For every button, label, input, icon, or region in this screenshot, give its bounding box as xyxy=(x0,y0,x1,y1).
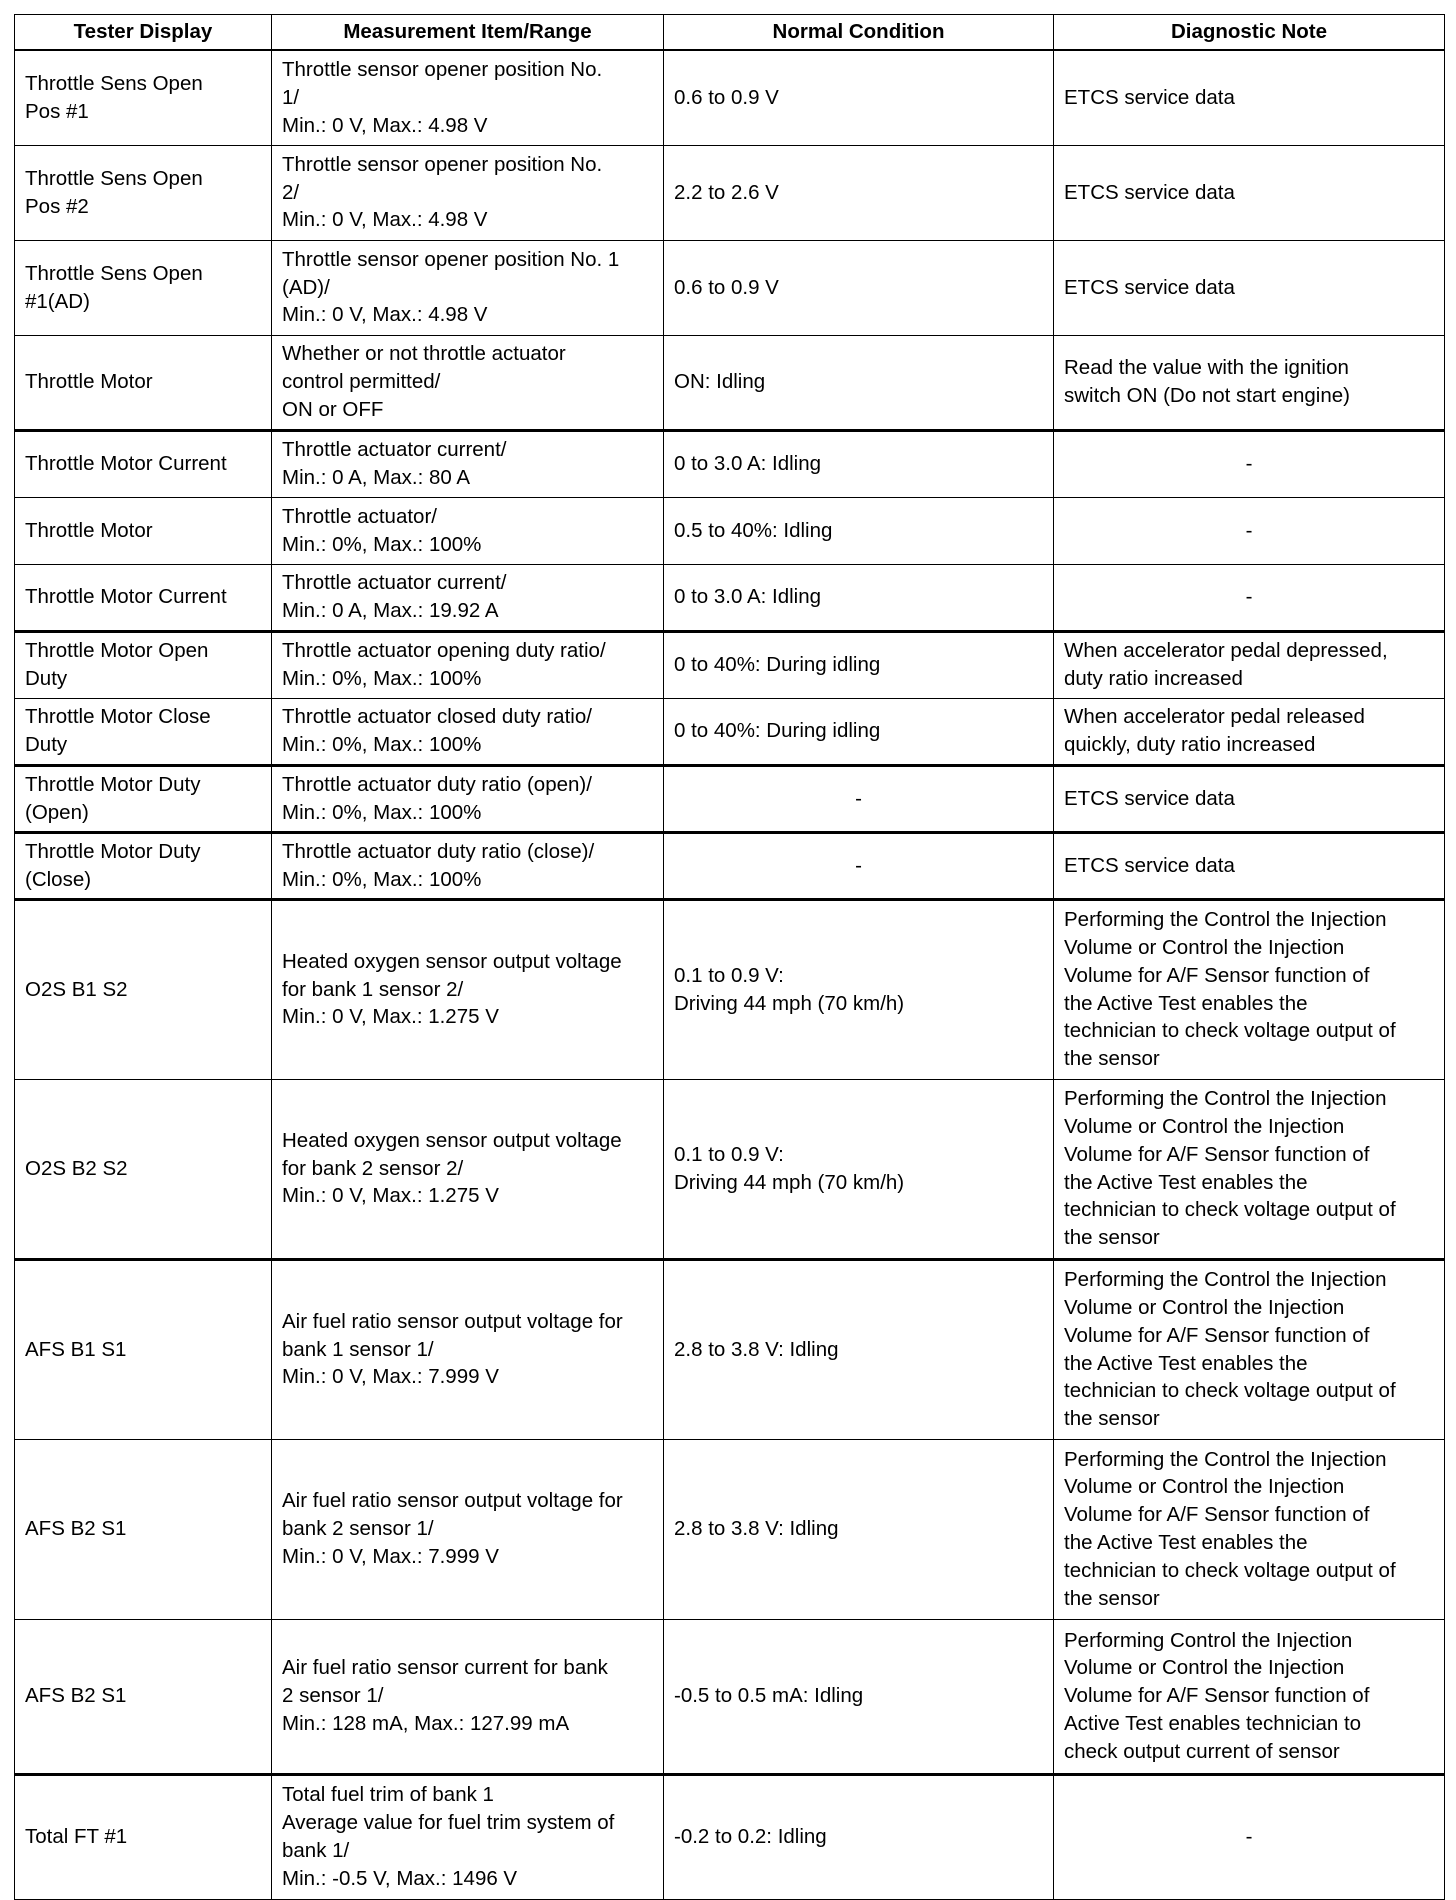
cell-line: 0.1 to 0.9 V: xyxy=(674,1142,784,1166)
diagnostic-note-cell xyxy=(1054,1619,1445,1774)
cell-line: bank 2 sensor 1/ xyxy=(282,1517,434,1541)
cell-line: Driving 44 mph (70 km/h) xyxy=(674,991,905,1015)
tester-display-cell xyxy=(15,430,272,497)
cell-line: 0.6 to 0.9 V xyxy=(674,275,779,299)
measurement-cell xyxy=(272,145,664,240)
cell-line: ON or OFF xyxy=(282,397,384,421)
measurement-cell xyxy=(272,564,664,631)
cell-line: O2S B2 S2 xyxy=(25,1156,128,1180)
cell-line: Throttle Motor Duty xyxy=(25,839,201,863)
cell-line: Min.: 0 V, Max.: 4.98 V xyxy=(282,113,488,137)
cell-line: for bank 2 sensor 2/ xyxy=(282,1156,464,1180)
cell-line: Active Test enables technician to xyxy=(1064,1711,1362,1735)
tester-display-cell xyxy=(15,698,272,765)
cell-line: Volume for A/F Sensor function of xyxy=(1064,1684,1370,1708)
cell-line: Volume or Control the Injection xyxy=(1064,935,1345,959)
cell-line: (Close) xyxy=(25,867,92,891)
diagnostic-note-cell xyxy=(1054,698,1445,765)
cell-line: 2.2 to 2.6 V xyxy=(674,180,779,204)
cell-line: Throttle Sens Open xyxy=(25,71,203,95)
cell-line: ON: Idling xyxy=(674,370,766,394)
cell-line: check output current of sensor xyxy=(1064,1739,1340,1763)
measurement-cell xyxy=(272,631,664,698)
cell-line: quickly, duty ratio increased xyxy=(1064,733,1316,756)
cell-line: Throttle Motor Close xyxy=(25,705,211,729)
tester-display-cell xyxy=(15,1259,272,1439)
cell-line: Total FT #1 xyxy=(25,1825,128,1849)
cell-line: Throttle actuator current/ xyxy=(282,438,507,462)
tester-display-cell xyxy=(15,832,272,899)
table-row xyxy=(15,1439,1445,1619)
cell-line: Min.: 0 V, Max.: 1.275 V xyxy=(282,1184,499,1208)
cell-line: Volume or Control the Injection xyxy=(1064,1475,1345,1499)
cell-line: Volume or Control the Injection xyxy=(1064,1656,1345,1680)
cell-line: Throttle Motor xyxy=(25,370,153,394)
cell-line: Volume for A/F Sensor function of xyxy=(1064,1323,1370,1347)
table-row xyxy=(15,765,1445,832)
measurement-cell xyxy=(272,1259,664,1439)
cell-line: - xyxy=(1245,452,1253,476)
cell-line: technician to check voltage output of xyxy=(1064,1019,1396,1043)
measurement-cell xyxy=(272,1774,664,1899)
cell-line: the sensor xyxy=(1064,1407,1160,1431)
cell-line: (AD)/ xyxy=(282,275,330,299)
cell-line: Throttle sensor opener position No. xyxy=(282,152,603,176)
cell-line: technician to check voltage output of xyxy=(1064,1379,1396,1403)
tester-display-cell xyxy=(15,1619,272,1774)
cell-line: Heated oxygen sensor output voltage xyxy=(282,1128,622,1152)
cell-line: duty ratio increased xyxy=(1064,667,1243,690)
cell-line: Air fuel ratio sensor output voltage for xyxy=(282,1489,623,1513)
cell-line: the Active Test enables the xyxy=(1064,1351,1308,1375)
measurement-cell xyxy=(272,240,664,335)
normal-condition-cell xyxy=(664,1439,1054,1619)
measurement-cell xyxy=(272,765,664,832)
cell-line: technician to check voltage output of xyxy=(1064,1198,1396,1222)
cell-line: 2.8 to 3.8 V: Idling xyxy=(674,1337,839,1361)
table-row xyxy=(15,899,1445,1079)
cell-line: ETCS service data xyxy=(1064,180,1235,204)
cell-line: Performing the Control the Injection xyxy=(1064,1447,1387,1471)
table-row xyxy=(15,631,1445,698)
cell-line: Min.: 0%, Max.: 100% xyxy=(282,800,482,824)
cell-line: Performing the Control the Injection xyxy=(1064,908,1387,932)
cell-line: control permitted/ xyxy=(282,370,441,394)
diagnostic-note-cell xyxy=(1054,1259,1445,1439)
cell-line: -0.2 to 0.2: Idling xyxy=(674,1825,827,1849)
table-row xyxy=(15,1079,1445,1259)
cell-line: 0 to 40%: During idling xyxy=(674,719,881,743)
diagnostic-note-cell xyxy=(1054,564,1445,631)
cell-line: Throttle Motor Open xyxy=(25,639,209,663)
cell-line: 0 to 3.0 A: Idling xyxy=(674,452,822,476)
cell-line: (Open) xyxy=(25,800,89,824)
tester-display-cell xyxy=(15,1774,272,1899)
cell-line: Driving 44 mph (70 km/h) xyxy=(674,1170,905,1194)
cell-line: Min.: 0 A, Max.: 80 A xyxy=(282,466,471,489)
cell-line: Read the value with the ignition xyxy=(1064,356,1349,380)
cell-line: Min.: 0 V, Max.: 4.98 V xyxy=(282,303,488,327)
table-row xyxy=(15,335,1445,430)
table-row xyxy=(15,564,1445,631)
cell-line: Min.: 0%, Max.: 100% xyxy=(282,667,482,690)
cell-line: Total fuel trim of bank 1 xyxy=(282,1783,494,1807)
table-row xyxy=(15,50,1445,145)
cell-line: Average value for fuel trim system of xyxy=(282,1811,615,1835)
normal-condition-cell xyxy=(664,145,1054,240)
cell-line: Heated oxygen sensor output voltage xyxy=(282,949,622,973)
cell-line: Throttle Motor Current xyxy=(25,452,227,476)
tester-display-cell xyxy=(15,631,272,698)
tester-display-cell xyxy=(15,50,272,145)
normal-condition-cell xyxy=(664,698,1054,765)
cell-line: Volume or Control the Injection xyxy=(1064,1295,1345,1319)
normal-condition-cell xyxy=(664,240,1054,335)
cell-line: Throttle Sens Open xyxy=(25,261,203,285)
header-diagnostic-note: Diagnostic Note xyxy=(1054,15,1445,51)
cell-line: Throttle Sens Open xyxy=(25,166,203,190)
cell-line: bank 1 sensor 1/ xyxy=(282,1337,434,1361)
diagnostic-note-cell xyxy=(1054,1439,1445,1619)
normal-condition-cell xyxy=(664,497,1054,564)
cell-line: Min.: -0.5 V, Max.: 1496 V xyxy=(282,1866,518,1890)
measurement-cell xyxy=(272,497,664,564)
normal-condition-cell xyxy=(664,1619,1054,1774)
cell-line: Pos #2 xyxy=(25,194,89,218)
cell-line: Throttle actuator/ xyxy=(282,504,437,528)
measurement-cell xyxy=(272,698,664,765)
table-row xyxy=(15,430,1445,497)
tester-display-cell xyxy=(15,564,272,631)
normal-condition-cell xyxy=(664,1079,1054,1259)
diagnostic-note-cell xyxy=(1054,335,1445,430)
cell-line: Min.: 0%, Max.: 100% xyxy=(282,532,482,556)
header-row xyxy=(15,15,1445,51)
cell-line: Throttle actuator opening duty ratio/ xyxy=(282,639,606,663)
cell-line: Min.: 0 V, Max.: 1.275 V xyxy=(282,1005,499,1029)
table-row xyxy=(15,497,1445,564)
cell-line: Air fuel ratio sensor output voltage for xyxy=(282,1309,623,1333)
cell-line: 2 sensor 1/ xyxy=(282,1684,384,1708)
cell-line: the sensor xyxy=(1064,1586,1160,1610)
cell-line: Min.: 0%, Max.: 100% xyxy=(282,867,482,891)
measurement-cell xyxy=(272,1079,664,1259)
tester-display-cell xyxy=(15,497,272,564)
cell-line: O2S B1 S2 xyxy=(25,977,128,1001)
measurement-cell xyxy=(272,1619,664,1774)
cell-line: Performing Control the Injection xyxy=(1064,1628,1353,1652)
normal-condition-cell xyxy=(664,50,1054,145)
cell-line: Throttle Motor Duty xyxy=(25,772,201,796)
cell-line: 2.8 to 3.8 V: Idling xyxy=(674,1517,839,1541)
cell-line: Whether or not throttle actuator xyxy=(282,342,566,366)
cell-line: 0.1 to 0.9 V: xyxy=(674,963,784,987)
cell-line: When accelerator pedal depressed, xyxy=(1064,639,1388,663)
tester-display-cell xyxy=(15,1439,272,1619)
cell-line: AFS B2 S1 xyxy=(25,1517,127,1541)
table-row xyxy=(15,145,1445,240)
diagnostic-note-cell xyxy=(1054,899,1445,1079)
cell-line: ETCS service data xyxy=(1064,786,1235,810)
normal-condition-cell xyxy=(664,564,1054,631)
cell-line: the Active Test enables the xyxy=(1064,1531,1308,1554)
cell-line: 0 to 3.0 A: Idling xyxy=(674,585,822,609)
tester-display-cell xyxy=(15,335,272,430)
cell-line: Min.: 0%, Max.: 100% xyxy=(282,733,482,756)
cell-line: When accelerator pedal released xyxy=(1064,705,1365,729)
measurement-cell xyxy=(272,50,664,145)
cell-line: Min.: 0 V, Max.: 4.98 V xyxy=(282,208,488,232)
table-row xyxy=(15,240,1445,335)
diagnostic-note-cell xyxy=(1054,1079,1445,1259)
cell-line: Duty xyxy=(25,667,68,690)
cell-line: 1/ xyxy=(282,85,300,109)
cell-line: - xyxy=(1245,518,1253,542)
cell-line: switch ON (Do not start engine) xyxy=(1064,384,1350,407)
cell-line: Throttle sensor opener position No. xyxy=(282,58,603,82)
cell-line: the Active Test enables the xyxy=(1064,991,1308,1015)
cell-line: Volume for A/F Sensor function of xyxy=(1064,1142,1370,1166)
cell-line: Throttle actuator duty ratio (open)/ xyxy=(282,772,592,796)
normal-condition-cell xyxy=(664,1774,1054,1899)
cell-line: -0.5 to 0.5 mA: Idling xyxy=(674,1684,864,1708)
diagnostic-note-cell xyxy=(1054,631,1445,698)
cell-line: for bank 1 sensor 2/ xyxy=(282,977,464,1001)
table-row xyxy=(15,698,1445,765)
cell-line: the Active Test enables the xyxy=(1064,1170,1308,1194)
table-row xyxy=(15,1259,1445,1439)
measurement-cell xyxy=(272,430,664,497)
measurement-cell xyxy=(272,899,664,1079)
cell-line: Throttle actuator duty ratio (close)/ xyxy=(282,839,595,863)
data-table xyxy=(14,14,1445,1900)
cell-line: Min.: 0 A, Max.: 19.92 A xyxy=(282,599,499,622)
cell-line: Performing the Control the Injection xyxy=(1064,1087,1387,1111)
cell-line: #1(AD) xyxy=(25,289,90,313)
normal-condition-cell xyxy=(664,335,1054,430)
cell-line: technician to check voltage output of xyxy=(1064,1558,1396,1582)
cell-line: Performing the Control the Injection xyxy=(1064,1268,1387,1292)
cell-line: - xyxy=(1245,1825,1253,1849)
cell-line: Min.: 0 V, Max.: 7.999 V xyxy=(282,1365,499,1389)
measurement-cell xyxy=(272,832,664,899)
tester-display-cell xyxy=(15,1079,272,1259)
cell-line: Min.: 128 mA, Max.: 127.99 mA xyxy=(282,1711,570,1735)
table-row xyxy=(15,832,1445,899)
normal-condition-cell xyxy=(664,631,1054,698)
normal-condition-cell xyxy=(664,430,1054,497)
cell-line: the sensor xyxy=(1064,1047,1160,1071)
cell-line: - xyxy=(855,853,862,877)
cell-line: ETCS service data xyxy=(1064,275,1235,299)
cell-line: Throttle sensor opener position No. 1 xyxy=(282,247,620,271)
cell-line: Air fuel ratio sensor current for bank xyxy=(282,1656,608,1680)
table-row xyxy=(15,1774,1445,1899)
diagnostic-note-cell xyxy=(1054,430,1445,497)
tester-display-cell xyxy=(15,899,272,1079)
diagnostic-note-cell xyxy=(1054,1774,1445,1899)
cell-line: Throttle actuator closed duty ratio/ xyxy=(282,705,592,729)
cell-line: Throttle actuator current/ xyxy=(282,571,507,595)
cell-line: Duty xyxy=(25,733,68,756)
cell-line: Throttle Motor Current xyxy=(25,585,227,609)
diagnostic-note-cell xyxy=(1054,497,1445,564)
tester-display-cell xyxy=(15,145,272,240)
diagnostic-note-cell xyxy=(1054,765,1445,832)
normal-condition-cell xyxy=(664,832,1054,899)
cell-line: ETCS service data xyxy=(1064,85,1235,109)
cell-line: 2/ xyxy=(282,180,300,204)
header-measurement-item: Measurement Item/Range xyxy=(272,15,664,51)
header-normal-condition: Normal Condition xyxy=(664,15,1054,51)
cell-line: Volume for A/F Sensor function of xyxy=(1064,1503,1370,1527)
cell-line: ETCS service data xyxy=(1064,853,1235,877)
normal-condition-cell xyxy=(664,1259,1054,1439)
diagnostic-note-cell xyxy=(1054,50,1445,145)
cell-line: 0.6 to 0.9 V xyxy=(674,85,779,109)
cell-line: Throttle Motor xyxy=(25,518,153,542)
tester-display-cell xyxy=(15,765,272,832)
cell-line: AFS B2 S1 xyxy=(25,1684,127,1708)
cell-line: Min.: 0 V, Max.: 7.999 V xyxy=(282,1544,499,1568)
diagnostic-note-cell xyxy=(1054,832,1445,899)
table-row xyxy=(15,1619,1445,1774)
table-body xyxy=(15,50,1445,1899)
cell-line: Volume for A/F Sensor function of xyxy=(1064,963,1370,987)
cell-line: Pos #1 xyxy=(25,99,89,123)
normal-condition-cell xyxy=(664,899,1054,1079)
cell-line: bank 1/ xyxy=(282,1839,350,1862)
cell-line: 0 to 40%: During idling xyxy=(674,653,881,677)
cell-line: Volume or Control the Injection xyxy=(1064,1114,1345,1138)
measurement-cell xyxy=(272,1439,664,1619)
cell-line: the sensor xyxy=(1064,1226,1160,1250)
diagnostic-note-cell xyxy=(1054,240,1445,335)
cell-line: - xyxy=(1245,585,1253,609)
diagnostic-note-cell xyxy=(1054,145,1445,240)
cell-line: AFS B1 S1 xyxy=(25,1337,127,1361)
measurement-cell xyxy=(272,335,664,430)
cell-line: - xyxy=(855,786,862,810)
header-tester-display: Tester Display xyxy=(15,15,272,51)
normal-condition-cell xyxy=(664,765,1054,832)
tester-display-cell xyxy=(15,240,272,335)
cell-line: 0.5 to 40%: Idling xyxy=(674,518,833,542)
